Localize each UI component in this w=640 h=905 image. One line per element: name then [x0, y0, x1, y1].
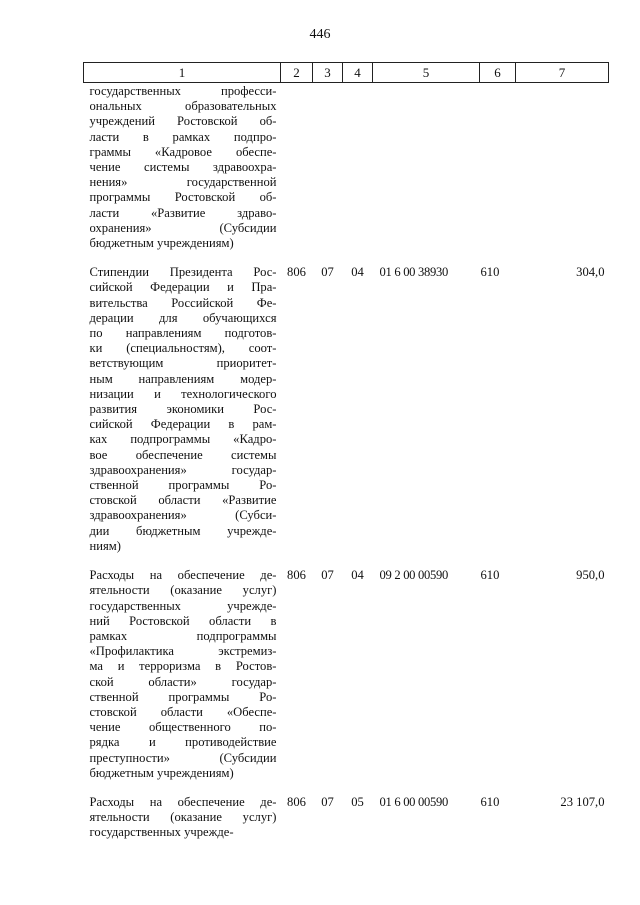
- table-row: [84, 259, 609, 562]
- description-line: бюджетным учреждениям): [89, 765, 234, 780]
- column-header: 6: [480, 63, 516, 83]
- description-line: ниям): [89, 538, 121, 553]
- section-code: [313, 83, 343, 260]
- description-line: граммы «Кадровое обеспе-: [89, 144, 277, 159]
- section-code: 07: [321, 265, 334, 280]
- description-line: ки (специальностям), соот-: [89, 341, 277, 356]
- description-line: здравоохранения» государ-: [89, 462, 277, 477]
- description-line: ма и терроризма в Ростов-: [89, 659, 277, 674]
- ministry-code: 806: [287, 265, 306, 280]
- table-row: [84, 562, 609, 789]
- row-description: [84, 562, 281, 789]
- description-line: программы Ростовской об-: [89, 190, 277, 205]
- table-header-row: [84, 63, 609, 83]
- description-line: стовской области «Обеспе-: [89, 704, 277, 719]
- description-line: охранения» (Субсидии: [89, 220, 277, 235]
- table-body: [84, 83, 609, 849]
- table-row: [84, 83, 609, 260]
- description-line: чение системы здравоохра-: [89, 160, 277, 175]
- amount-value: 950,0: [576, 568, 605, 583]
- description-line: стовской области «Развитие: [89, 493, 277, 508]
- description-line: ятельности (оказание услуг): [89, 583, 277, 598]
- description-line: ятельности (оказание услуг): [89, 810, 277, 825]
- description-line: государственных учрежде-: [89, 598, 277, 613]
- expense-type-code: 610: [480, 265, 500, 280]
- ministry-code: 806: [287, 794, 306, 809]
- description-line: чение общественного по-: [89, 720, 277, 735]
- description-line: сийской Федерации в рам-: [89, 417, 277, 432]
- amount-value: 304,0: [576, 265, 605, 280]
- description-line: ональных образовательных: [89, 99, 277, 114]
- description-line: ской области» государ-: [89, 674, 277, 689]
- description-line: ственной программы Ро-: [89, 689, 277, 704]
- description-line: сийской Федерации и Пра-: [89, 280, 277, 295]
- description-line: ний Ростовской области в: [89, 613, 277, 628]
- page-number: 446: [309, 27, 331, 42]
- description-line: «Профилактика экстремиз-: [89, 644, 277, 659]
- row-description: [84, 83, 281, 260]
- description-line: здравоохранения» (Субси-: [89, 508, 277, 523]
- description-line: нения» государственной: [89, 175, 277, 190]
- subsection-code: [343, 83, 373, 260]
- section-code: 07: [321, 568, 334, 583]
- description-line: вительства Российской Фе-: [89, 295, 277, 310]
- target-item-code: [373, 83, 480, 260]
- description-line: ках подпрограммы «Кадро-: [89, 432, 277, 447]
- amount-value: [516, 83, 609, 260]
- column-header: 5: [373, 63, 480, 83]
- column-header: 7: [516, 63, 609, 83]
- row-description: [84, 789, 281, 849]
- description-line: Стипендии Президента Рос-: [89, 265, 277, 280]
- section-code: 07: [321, 794, 334, 809]
- table-row: [84, 789, 609, 849]
- description-line: государственных учрежде-: [89, 825, 234, 840]
- expense-type-code: [480, 83, 516, 260]
- description-line: Расходы на обеспечение де-: [89, 568, 277, 583]
- description-line: ласти «Развитие здраво-: [89, 205, 277, 220]
- subsection-code: 05: [351, 794, 364, 809]
- description-line: ственной программы Ро-: [89, 478, 277, 493]
- description-line: вое обеспечение системы: [89, 447, 277, 462]
- description-line: дии бюджетным учрежде-: [89, 523, 277, 538]
- description-line: развития экономики Рос-: [89, 402, 277, 417]
- description-line: ласти в рамках подпро-: [89, 129, 277, 144]
- description-line: Расходы на обеспечение де-: [89, 794, 277, 809]
- description-line: по направлениям подготов-: [89, 326, 277, 341]
- target-item-code: 01 6 00 00590: [379, 794, 449, 809]
- column-header: 2: [281, 63, 313, 83]
- budget-table: [83, 62, 609, 849]
- subsection-code: 04: [351, 265, 364, 280]
- description-line: низации и технологического: [89, 386, 277, 401]
- expense-type-code: 610: [480, 568, 500, 583]
- expense-type-code: 610: [480, 794, 500, 809]
- column-header: 4: [343, 63, 373, 83]
- amount-value: 23 107,0: [560, 794, 605, 809]
- target-item-code: 01 6 00 38930: [379, 265, 449, 280]
- subsection-code: 04: [351, 568, 364, 583]
- description-line: учреждений Ростовской об-: [89, 114, 277, 129]
- column-header: 1: [84, 63, 281, 83]
- row-description: [84, 259, 281, 562]
- description-line: ветствующим приоритет-: [89, 356, 277, 371]
- description-line: рядка и противодействие: [89, 735, 277, 750]
- description-line: ным направлениям модер-: [89, 371, 277, 386]
- column-header: 3: [313, 63, 343, 83]
- ministry-code: [281, 83, 313, 260]
- description-line: бюджетным учреждениям): [89, 236, 234, 251]
- ministry-code: 806: [287, 568, 306, 583]
- description-line: преступности» (Субсидии: [89, 750, 277, 765]
- description-line: государственных професси-: [89, 84, 277, 98]
- description-line: дерации для обучающихся: [89, 310, 277, 325]
- target-item-code: 09 2 00 00590: [379, 568, 449, 583]
- description-line: рамках подпрограммы: [89, 628, 277, 643]
